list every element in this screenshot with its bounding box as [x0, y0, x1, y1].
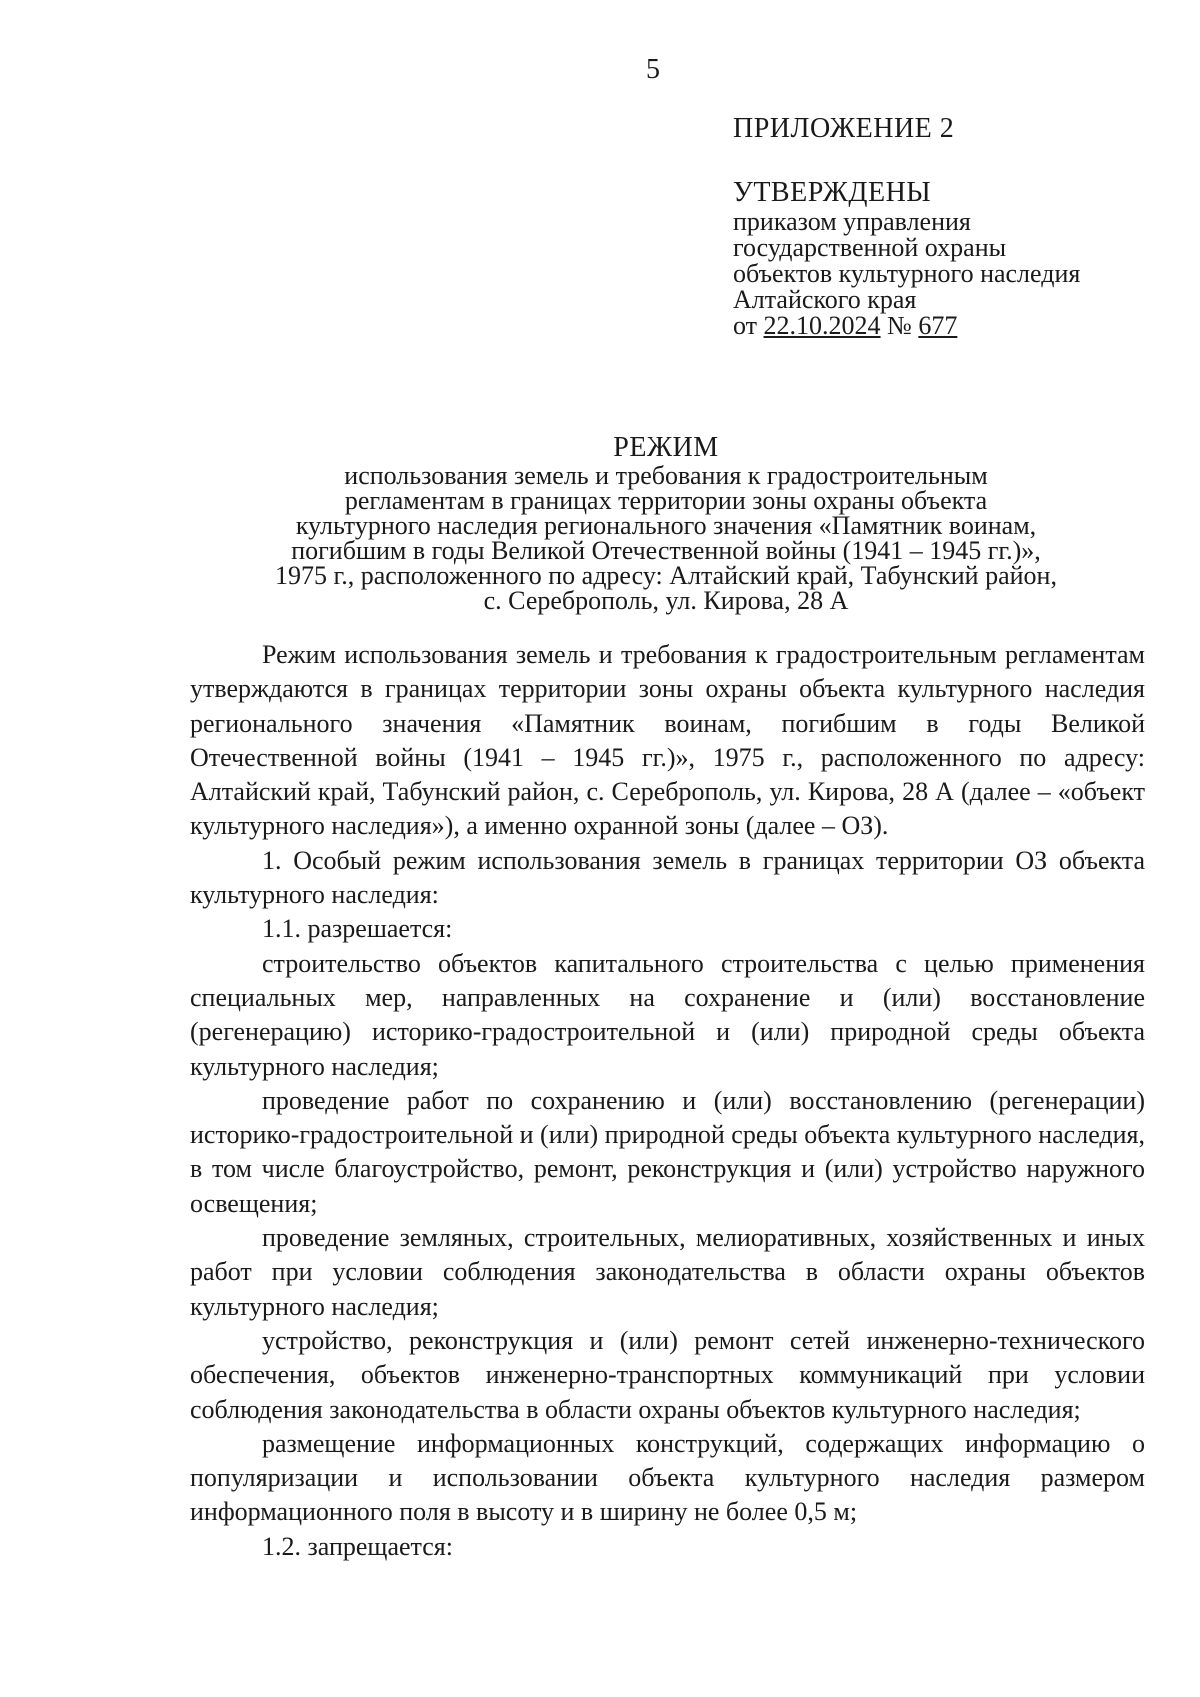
approval-line: объектов культурного наследия: [733, 258, 1081, 288]
document-subtitle-line: регламентам в границах территории зоны охраны объекта: [344, 486, 988, 515]
allowed-item-paragraph: проведение земляных, строительных, мелиоративных, хозяйственных и иных работ при условии соблюдения законодательства в области охраны объектов культурного наследия;: [190, 1223, 1145, 1321]
document-heading: РЕЖИМ: [613, 432, 719, 463]
section-1-paragraph: 1. Особый режим использования земель в границах территории ОЗ объекта культурного наследия:: [190, 845, 1145, 910]
allowed-item-paragraph: проведение работ по сохранению и (или) восстановлению (регенерации) историко-градостроительной и (или) природной среды объекта культурного наследия, в том числе благоустройство, ремонт, реконструкция и (или) устройство наружного освещения;: [190, 1085, 1145, 1218]
document-body: [190, 638, 1145, 1564]
approval-line: Алтайского края: [733, 284, 917, 314]
approval-block: [733, 178, 1153, 339]
subsection-1-2-heading: 1.2. запрещается:: [262, 1531, 453, 1561]
subsection-1-1-heading: 1.1. разрешается:: [262, 914, 453, 944]
page-number: 5: [646, 54, 660, 85]
allowed-item-paragraph: устройство, реконструкция и (или) ремонт сетей инженерно-технического обеспечения, объектов инженерно-транспортных коммуникаций при условии соблюдения законодательства в области охраны объектов культурного наследия;: [190, 1325, 1145, 1424]
order-date-line: [733, 310, 1153, 340]
document-subtitle-line: с. Сереброполь, ул. Кирова, 28 А: [483, 586, 849, 615]
approval-line: государственной охраны: [733, 232, 1007, 262]
order-number: 677: [918, 310, 958, 340]
document-subtitle-line: использования земель и требования к градостроительным: [344, 461, 988, 490]
appendix-label: ПРИЛОЖЕНИЕ 2: [733, 113, 955, 144]
approval-title: УТВЕРЖДЕНЫ: [733, 177, 932, 208]
allowed-item-paragraph: строительство объектов капитального строительства с целью применения специальных мер, направленных на сохранение и (или) восстановление (регенерацию) историко-градостроительной и (или) природной среды объекта культурного наследия;: [190, 948, 1145, 1081]
approval-line: приказом управления: [733, 206, 971, 236]
number-prefix: №: [880, 310, 919, 340]
document-subtitle-line: 1975 г., расположенного по адресу: Алтайский край, Табунский район,: [275, 561, 1057, 590]
allowed-item-paragraph: размещение информационных конструкций, содержащих информацию о популяризации и использовании объекта культурного наследия размером информационного поля в высоту и в ширину не более 0,5 м;: [190, 1428, 1145, 1527]
intro-paragraph: Режим использования земель и требования к градостроительным регламентам утверждаются в границах территории зоны охраны объекта культурного наследия регионального значения «Памятник воинам, погибшим в годы Великой Отечественной войны (1941 – 1945 гг.)», 1975 г., расположенного по адресу: Алтайский край, Табунский район, с. Сереброполь, ул. Кирова, 28 А (далее – «объект культурного наследия»), а именно охранной зоны (далее – ОЗ).: [190, 640, 1145, 841]
order-date: 22.10.2024: [763, 310, 881, 340]
document-subtitle-line: погибшим в годы Великой Отечественной войны (1941 – 1945 гг.)»,: [291, 536, 1041, 565]
document-title-block: [200, 433, 1132, 613]
date-prefix: от: [733, 310, 764, 340]
document-subtitle-line: культурного наследия регионального значения «Памятник воинам,: [295, 511, 1037, 540]
